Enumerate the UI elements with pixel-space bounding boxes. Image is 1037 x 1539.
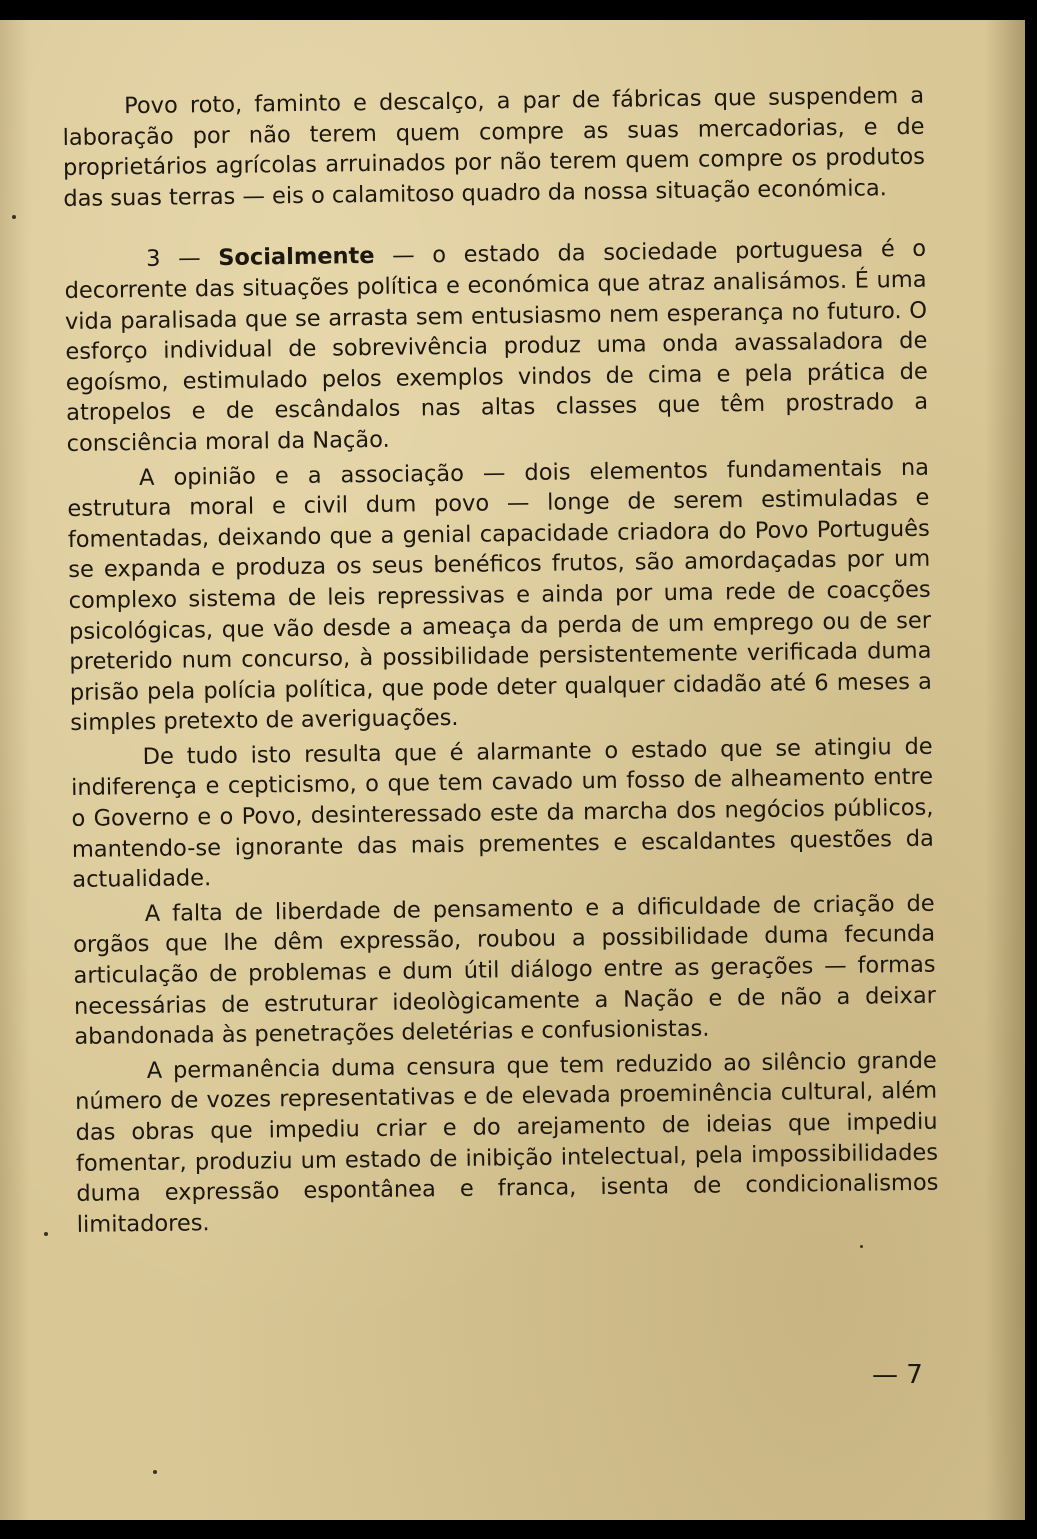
speck [44,1232,48,1236]
speck [860,1245,863,1248]
paragraph-freedom-of-thought: A falta de liberdade de pensamento e a dificuldade de criação de orgãos que lhe dêm expressão, roubou a possibilidade duma fecunda articulação de problemas e dum útil diálogo entre as gerações — formas necessárias de estruturar ideològicamente a Nação e de não a deixar abandonada às penetrações deletérias e confusionistas. [73,890,937,1051]
paragraph-economic-summary: Povo roto, faminto e descalço, a par de fábricas que suspendem a laboração por não terem quem compre as suas mercadorias, e de proprietários agrícolas arruinados por não terem quem compre os produtos das suas terras — eis o calamitoso quadro da nossa situação económica. [62,82,926,212]
speck [12,215,16,219]
speck [153,1470,157,1474]
body-text [62,81,939,1241]
section-title: Socialmente [218,243,375,272]
paragraph-censorship: A permanência duma censura que tem reduzido ao silêncio grande número de vozes representativas e de elevada proeminência cultural, além das obras que impediu criar e do arejamento de ideias que impediu fomentar, produziu um estado de inibição intelectual, pela impossibilidades duma expressão espontânea e franca, isenta de condicionalismos limitadores. [75,1047,939,1238]
page-number: — 7 [872,1360,923,1390]
paragraph-indifference: De tudo isto resulta que é alarmante o estado que se atingiu de indiferença e cepticismo, o que tem cavado um fosso de alheamento entre o Governo e o Povo, desinteressado este da marcha dos negócios públicos, mantendo-se ignorante das mais prementes e escaldantes questões da actualidade. [70,733,935,894]
section-number: 3 — [146,245,201,273]
paragraph-socially [64,234,929,459]
book-page [0,20,1025,1520]
section-text: — o estado da sociedade portuguesa é o decorrente das situações política e económica que atraz analisámos. É uma vida paralisada que se arrasta sem entusiasmo nem esperança no futuro. O esforço individual de sobrevivência produz uma onda avassaladora de egoísmo, estimulado pelos exemplos vindos de cima e pela prática de atropelos e de escândalos nas altas classes que têm prostrado a consciência moral da Nação. [64,236,929,457]
paragraph-opinion-association: A opinião e a associação — dois elementos fundamentais na estrutura moral e civil dum povo — longe de serem estimuladas e fomentadas, deixando que a genial capacidade criadora do Povo Português se expanda e produza os seus benéficos frutos, são amordaçadas por um complexo sistema de leis repressivas e ainda por uma rede de coacções psicológicas, que vão desde a ameaça da perda de um emprego ou de ser preterido num concurso, à possibilidade persistentemente verificada duma prisão pela polícia política, que pode deter qualquer cidadão até 6 meses a simples pretexto de averiguações. [67,454,932,737]
